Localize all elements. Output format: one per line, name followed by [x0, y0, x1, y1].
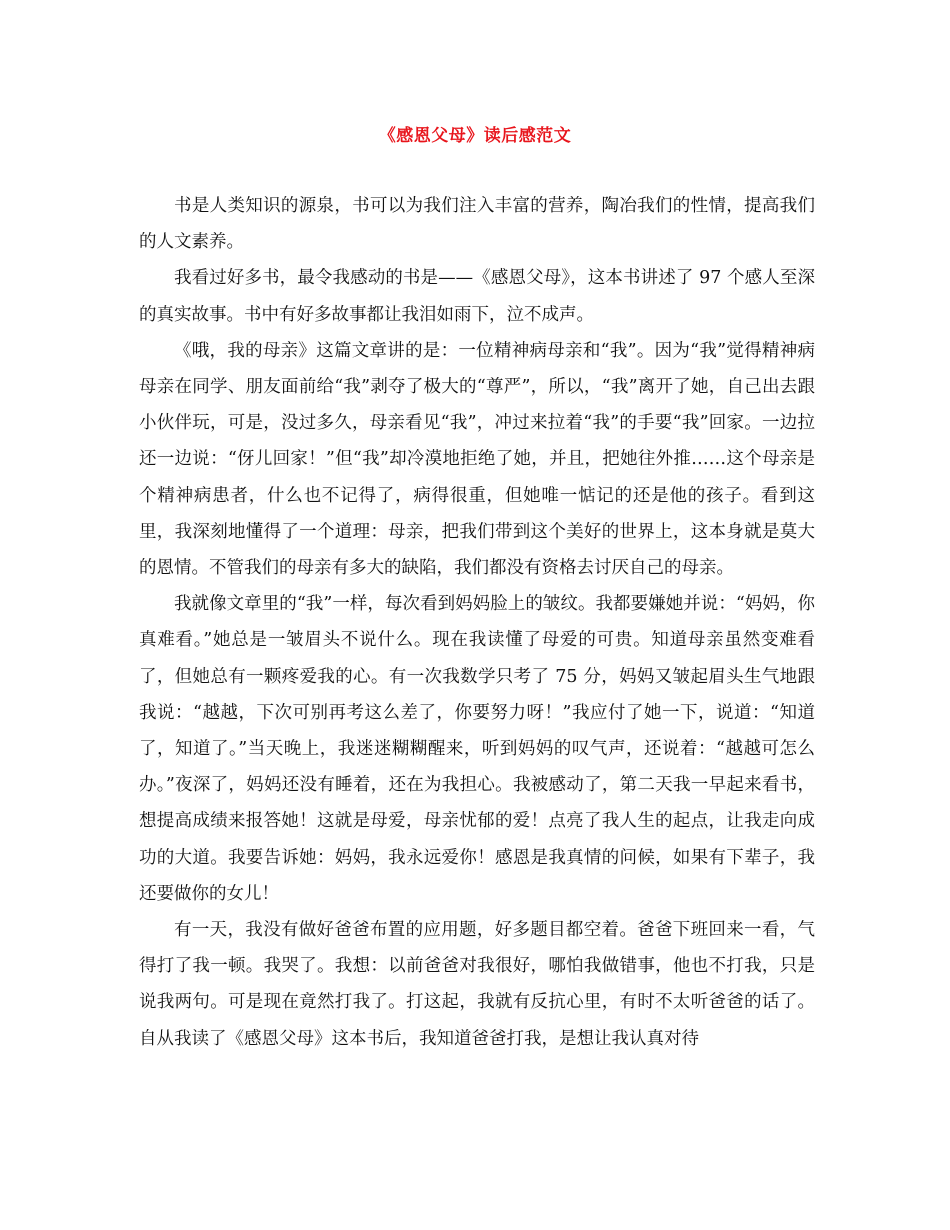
paragraph: 有一天，我没有做好爸爸布置的应用题，好多题目都空着。爸爸下班回来一看，气得打了我一顿。我哭了。我想：以前爸爸对我很好，哪怕我做错事，他也不打我，只是说我两句。可是现在竟然打我了。打这起，我就有反抗心里，有时不太听爸爸的话了。自从我读了《感恩父母》这本书后，我知道爸爸打我，是想让我认真对待: [139, 920, 815, 1049]
document-body: [139, 188, 815, 1057]
document-title: 《感恩父母》读后感范文: [378, 126, 572, 146]
paragraph: 《哦，我的母亲》这篇文章讲的是：一位精神病母亲和“我”。因为“我”觉得精神病母亲在同学、朋友面前给“我”剥夺了极大的“尊严”，所以，“我”离开了她，自己出去跟小伙伴玩，可是，没过多久，母亲看见“我”，冲过来拉着“我”的手要“我”回家。一边拉还一边说：“伢儿回家！”但“我”却冷漠地拒绝了她，并且，把她往外推……这个母亲是个精神病患者，什么也不记得了，病得很重，但她唯一惦记的还是他的孩子。看到这里，我深刻地懂得了一个道理：母亲，把我们带到这个美好的世界上，这本身就是莫大的恩情。不管我们的母亲有多大的缺陷，我们都没有资格去讨厌自己的母亲。: [139, 340, 815, 579]
paragraph: 我看过好多书，最令我感动的书是——《感恩父母》，这本书讲述了 97 个感人至深的真实故事。书中有好多故事都让我泪如雨下，泣不成声。: [139, 268, 815, 325]
paragraph: 我就像文章里的“我”一样，每次看到妈妈脸上的皱纹。我都要嫌她并说：“妈妈，你真难看。”她总是一皱眉头不说什么。现在我读懂了母爱的可贵。知道母亲虽然变难看了，但她总有一颗疼爱我的心。有一次我数学只考了 75 分，妈妈又皱起眉头生气地跟我说：“越越，下次可别再考这么差了，你要努力呀！”我应付了她一下，说道：“知道了，知道了。”当天晚上，我迷迷糊糊醒来，听到妈妈的叹气声，还说着：“越越可怎么办。”夜深了，妈妈还没有睡着，还在为我担心。我被感动了，第二天我一早起来看书，想提高成绩来报答她！这就是母爱，母亲忧郁的爱！点亮了我人生的起点，让我走向成功的大道。我要告诉她：妈妈，我永远爱你！感恩是我真情的问候，如果有下辈子，我还要做你的女儿！: [139, 594, 815, 904]
paragraph: 书是人类知识的源泉，书可以为我们注入丰富的营养，陶冶我们的性情，提高我们的人文素养。: [139, 196, 815, 253]
